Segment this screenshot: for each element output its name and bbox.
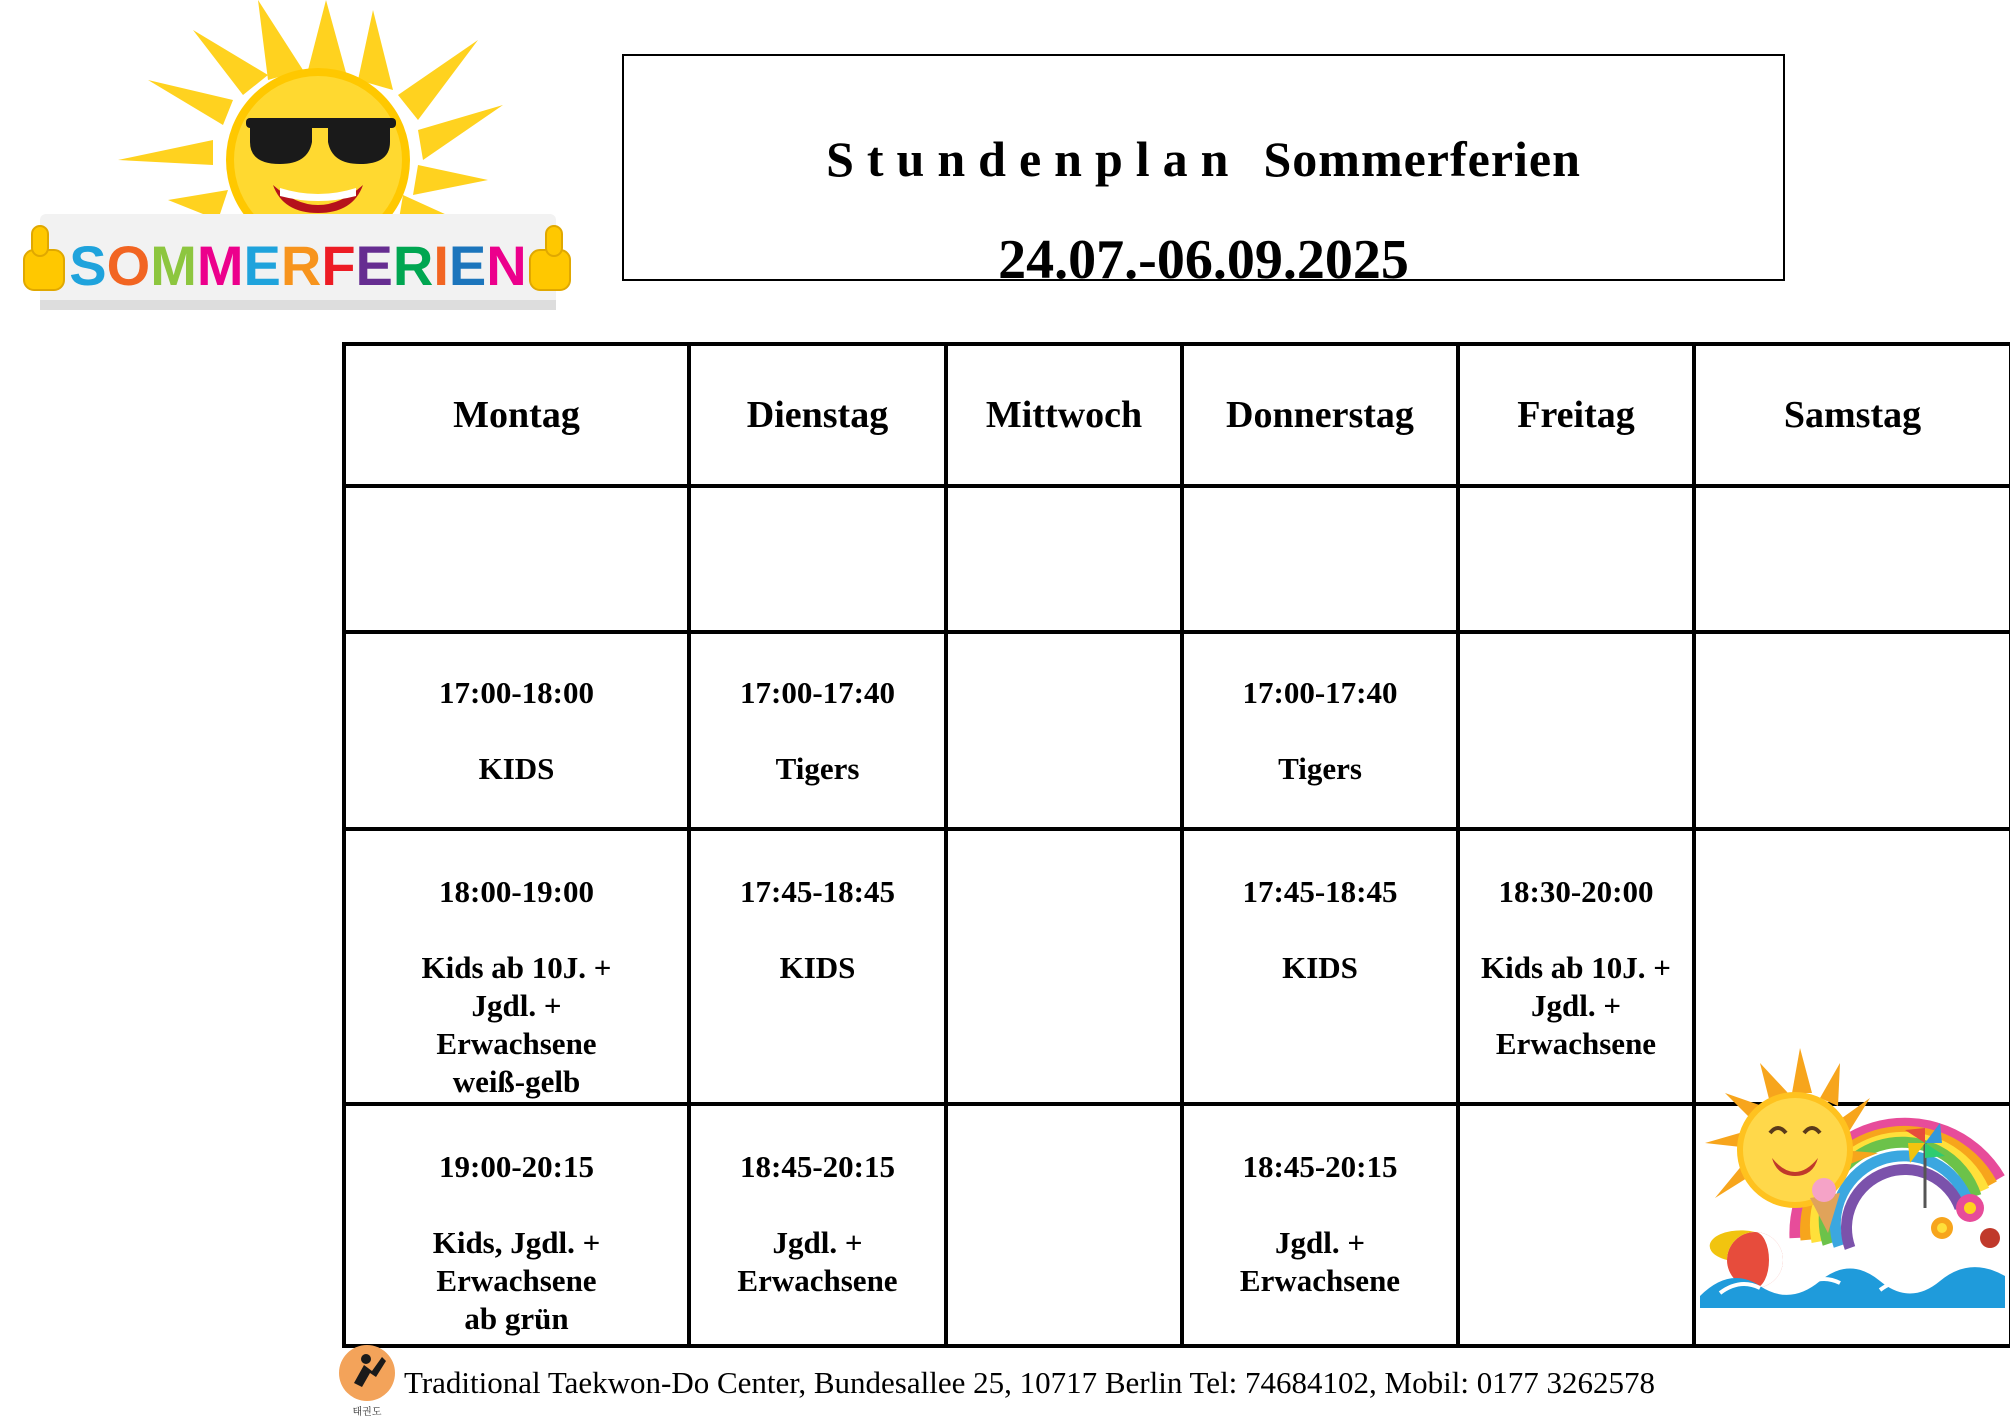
day-header-freitag: Freitag xyxy=(1458,344,1694,486)
footer-contact: Traditional Taekwon-Do Center, Bundesallee 25, 10717 Berlin Tel: 74684102, Mobil: 0177 3262578 xyxy=(404,1365,1655,1400)
day-header-samstag: Samstag xyxy=(1694,344,2010,486)
schedule-cell xyxy=(1458,486,1694,632)
class-time: 18:45-20:15 xyxy=(1242,1149,1398,1184)
title-word-sommerferien: Sommerferien xyxy=(1263,131,1581,187)
class-time: 17:00-17:40 xyxy=(740,675,895,710)
schedule-cell xyxy=(344,1104,689,1346)
class-time: 17:00-18:00 xyxy=(439,675,594,710)
day-header-mittwoch: Mittwoch xyxy=(946,344,1182,486)
schedule-cell xyxy=(1694,632,2010,829)
table-row xyxy=(344,486,2010,632)
schedule-cell xyxy=(1458,1104,1694,1346)
schedule-cell xyxy=(689,1104,946,1346)
class-time: 19:00-20:15 xyxy=(439,1149,594,1184)
schedule-cell xyxy=(689,486,946,632)
class-group: KIDS xyxy=(1282,950,1358,985)
day-header-montag: Montag xyxy=(344,344,689,486)
schedule-cell xyxy=(946,829,1182,1104)
title-box xyxy=(622,54,1785,291)
schedule-cell xyxy=(946,486,1182,632)
schedule-cell xyxy=(946,1104,1182,1346)
day-header-donnerstag: Donnerstag xyxy=(1182,344,1458,486)
class-group: KIDS xyxy=(779,950,856,985)
page-title xyxy=(624,131,1783,187)
header-row xyxy=(344,344,2010,486)
summer-decoration xyxy=(1700,1038,2005,1308)
schedule-cell xyxy=(1182,829,1458,1104)
schedule-cell xyxy=(1458,829,1694,1104)
class-time: 18:00-19:00 xyxy=(439,874,594,909)
schedule-cell xyxy=(344,486,689,632)
footer xyxy=(336,1343,1836,1423)
emblem-text: 태권도 xyxy=(352,1407,382,1418)
schedule-cell xyxy=(344,829,689,1104)
class-group: Jgdl. + Erwachsene xyxy=(737,1225,898,1298)
schedule-cell xyxy=(1694,486,2010,632)
schedule-cell xyxy=(1182,632,1458,829)
class-group: KIDS xyxy=(478,751,555,786)
class-group: Kids ab 10J. + Jgdl. + Erwachsene xyxy=(1481,950,1671,1061)
schedule-cell xyxy=(946,632,1182,829)
table-row xyxy=(344,632,2010,829)
summer-sun-rainbow-icon xyxy=(1700,1038,2005,1308)
class-group: Kids, Jgdl. + Erwachsene ab grün xyxy=(432,1225,601,1336)
schedule-cell xyxy=(689,829,946,1104)
sommerferien-logo xyxy=(18,0,578,330)
class-time: 17:45-18:45 xyxy=(1242,874,1398,909)
class-time: 17:45-18:45 xyxy=(740,874,895,909)
schedule-cell xyxy=(1182,1104,1458,1346)
class-time: 18:30-20:00 xyxy=(1498,874,1654,909)
svg-text:SOMMERFERIEN: SOMMERFERIEN xyxy=(69,234,527,297)
schedule-cell xyxy=(689,632,946,829)
schedule-cell xyxy=(344,632,689,829)
class-time: 18:45-20:15 xyxy=(740,1149,895,1184)
class-group: Kids ab 10J. + Jgdl. + Erwachsene weiß-gelb xyxy=(421,950,612,1099)
date-range: 24.07.-06.09.2025 xyxy=(998,229,1409,291)
schedule-cell xyxy=(1458,632,1694,829)
class-group: Tigers xyxy=(775,751,860,786)
taekwondo-emblem-icon xyxy=(336,1343,398,1419)
class-group: Tigers xyxy=(1278,751,1362,786)
class-group: Jgdl. + Erwachsene xyxy=(1239,1225,1401,1298)
class-time: 17:00-17:40 xyxy=(1242,675,1398,710)
title-word-stundenplan: Stundenplan xyxy=(826,131,1242,187)
day-header-dienstag: Dienstag xyxy=(689,344,946,486)
schedule-cell xyxy=(1182,486,1458,632)
sun-with-sunglasses-icon xyxy=(18,0,578,330)
